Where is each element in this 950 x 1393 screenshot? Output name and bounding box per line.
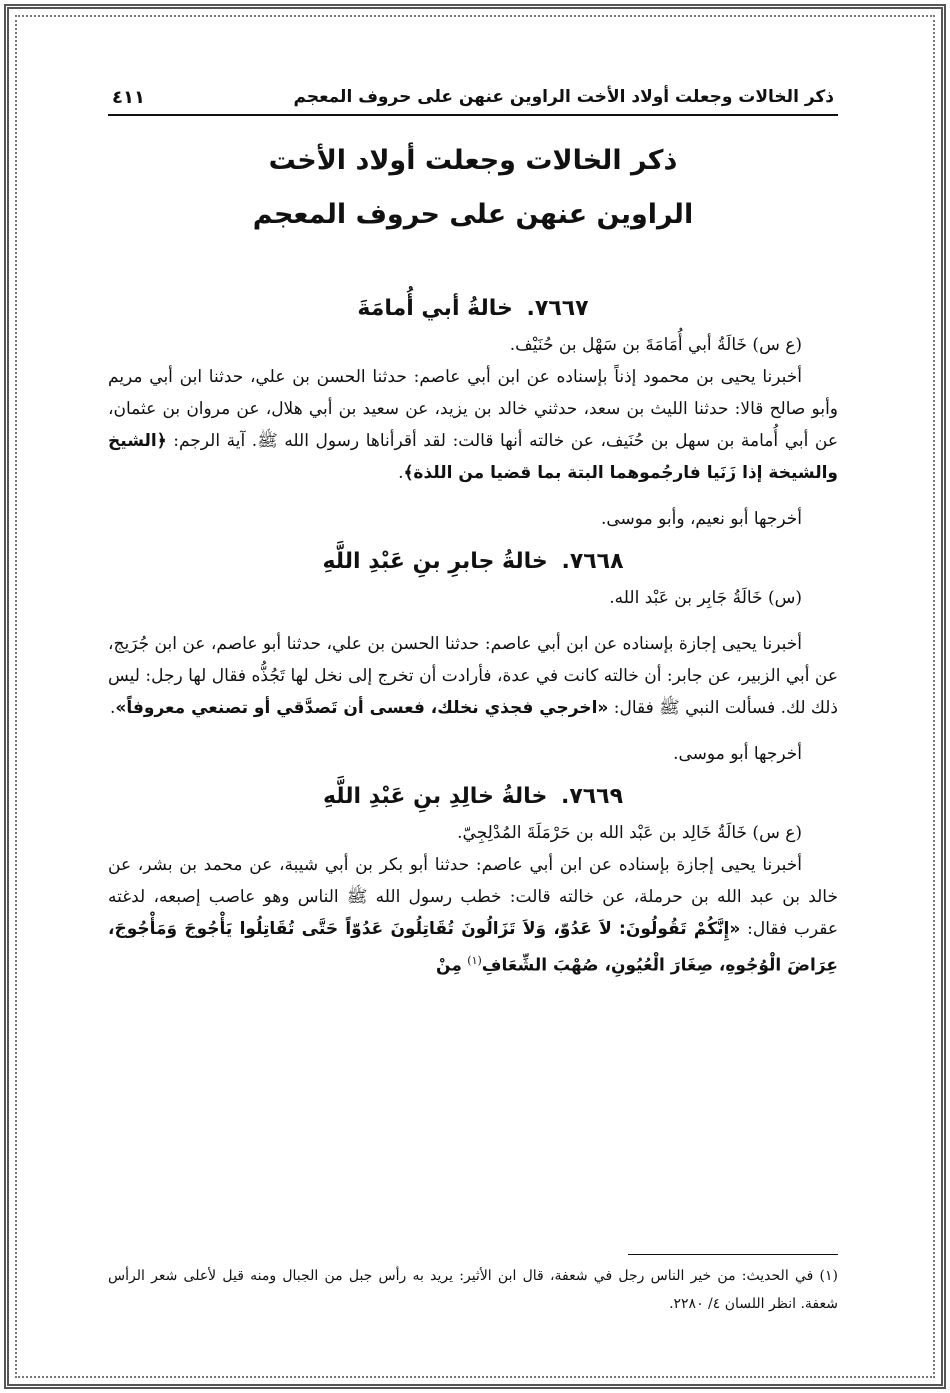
running-header — [108, 80, 838, 116]
quoted-text: «إِنَّكُمْ تَقُولُونَ: لاَ عَدُوّ، وَلاَ تَزَالُونَ تُقَاتِلُونَ عَدُوّاً حَتَّى تُقَاتِلُوا يَأْجُوجَ وَمَأْجُوجَ، عِرَاضَ الْوُجُوهِ، صِغَارَ الْعُيُونِ، صُهْبَ الشِّعَافِ — [108, 919, 838, 976]
chapter-title-line-2: الراوين عنهن على حروف المعجم — [252, 199, 694, 230]
entry-7669 — [108, 784, 838, 982]
entry-intro: (س) خَالَةُ جَابِر بن عَبْد الله. — [609, 588, 802, 608]
page-body — [108, 296, 838, 982]
entry-title: خالةُ خالِدِ بنِ عَبْدِ اللَّهِ — [322, 784, 548, 809]
quoted-text: «اخرجي فجذي نخلك، فعسى أن تَصدَّقي أو تصنعي معروفاً» — [115, 698, 609, 718]
narration: أخبرنا يحيى بن محمود إذناً بإسناده عن ابن أبي عاصم: حدثنا الحسن بن علي، حدثنا ابن أبي مريم وأبو صالح قالا: حدثنا الليث بن سعد، حدثني خالد بن يزيد، عن سعيد بن أبي هلال، عن مروان بن عثمان، عن أبي أُمامة بن سهل بن حُنَيف، عن خالته أنها قالت: لقد أقرأناها رسول الله ﷺ. آية الرجم: — [108, 367, 838, 451]
text-end: . — [398, 463, 404, 483]
entry-source: أخرجها أبو موسى. — [673, 744, 802, 764]
entry-text — [108, 361, 838, 489]
book-page — [108, 0, 838, 1393]
chapter-title — [108, 134, 838, 242]
entry-title: خالةُ أبي أُمامَةَ — [357, 296, 513, 321]
entry-text — [108, 628, 838, 724]
quoted-text-end: مِنْ — [436, 955, 462, 976]
quoted-text: ﴿الشيخ والشيخة إذا زَنَيا فارجُموهما البتة بما قضيا من اللذة﴾ — [108, 431, 838, 483]
chapter-title-line-1: ذكر الخالات وجعلت أولاد الأخت — [268, 145, 678, 176]
entry-text — [108, 849, 838, 982]
entry-7668 — [108, 549, 838, 770]
entry-intro: (ع س) خَالَةُ أبي أُمَامَةَ بن سَهْل بن حُنَيْف. — [509, 335, 802, 355]
entry-heading — [108, 784, 838, 809]
running-title: ذكر الخالات وجعلت أولاد الأخت الراوين عنهن على حروف المعجم — [293, 87, 834, 107]
narration: أخبرنا يحيى إجازة بإسناده عن ابن أبي عاصم: حدثنا الحسن بن علي، حدثنا أبو عاصم، عن ابن جُرَيج، عن أبي الزبير، عن جابر: أن خالته كانت في عدة، فأرادت أن تخرج إلى نخل لها تَجُذُّه فقال لها رجل: ليس ذلك لك. فسألت النبي ﷺ فقال: — [108, 634, 838, 718]
page-number: ٤١١ — [112, 86, 145, 108]
entry-heading — [108, 296, 838, 321]
entry-intro: (ع س) خَالَةُ خَالِد بن عَبْد الله بن حَرْمَلَةَ المُدْلِجِيّ. — [457, 823, 802, 843]
entry-number: ٧٦٦٨. — [561, 549, 624, 574]
footnotes — [108, 1262, 838, 1318]
entry-heading — [108, 549, 838, 574]
footnote-divider — [628, 1254, 838, 1255]
footnote-marker[interactable]: (١) — [467, 954, 482, 967]
entry-number: ٧٦٦٧. — [526, 296, 589, 321]
footnote-1: (١) في الحديث: من خير الناس رجل في شعفة، قال ابن الأثير: يريد به رأس جبل من الجبال ومنه قيل لأعلى شعر الرأس شعفة. انظر اللسان ٤/ ٢٢٨٠. — [108, 1268, 838, 1312]
entry-7667 — [108, 296, 838, 535]
text-end: . — [110, 698, 116, 718]
narration: أخبرنا يحيى إجازة بإسناده عن ابن أبي عاصم: حدثنا أبو بكر بن أبي شيبة، عن محمد بن بشر، عن خالد بن عبد الله بن حرملة، عن خالته قالت: خطب رسول الله ﷺ الناس وهو عاصب إصبعه، لدغته عقرب فقال: — [108, 855, 838, 939]
entry-title: خالةُ جابرِ بنِ عَبْدِ اللَّهِ — [322, 549, 548, 574]
entry-number: ٧٦٦٩. — [560, 784, 624, 809]
entry-source: أخرجها أبو نعيم، وأبو موسى. — [600, 509, 802, 529]
